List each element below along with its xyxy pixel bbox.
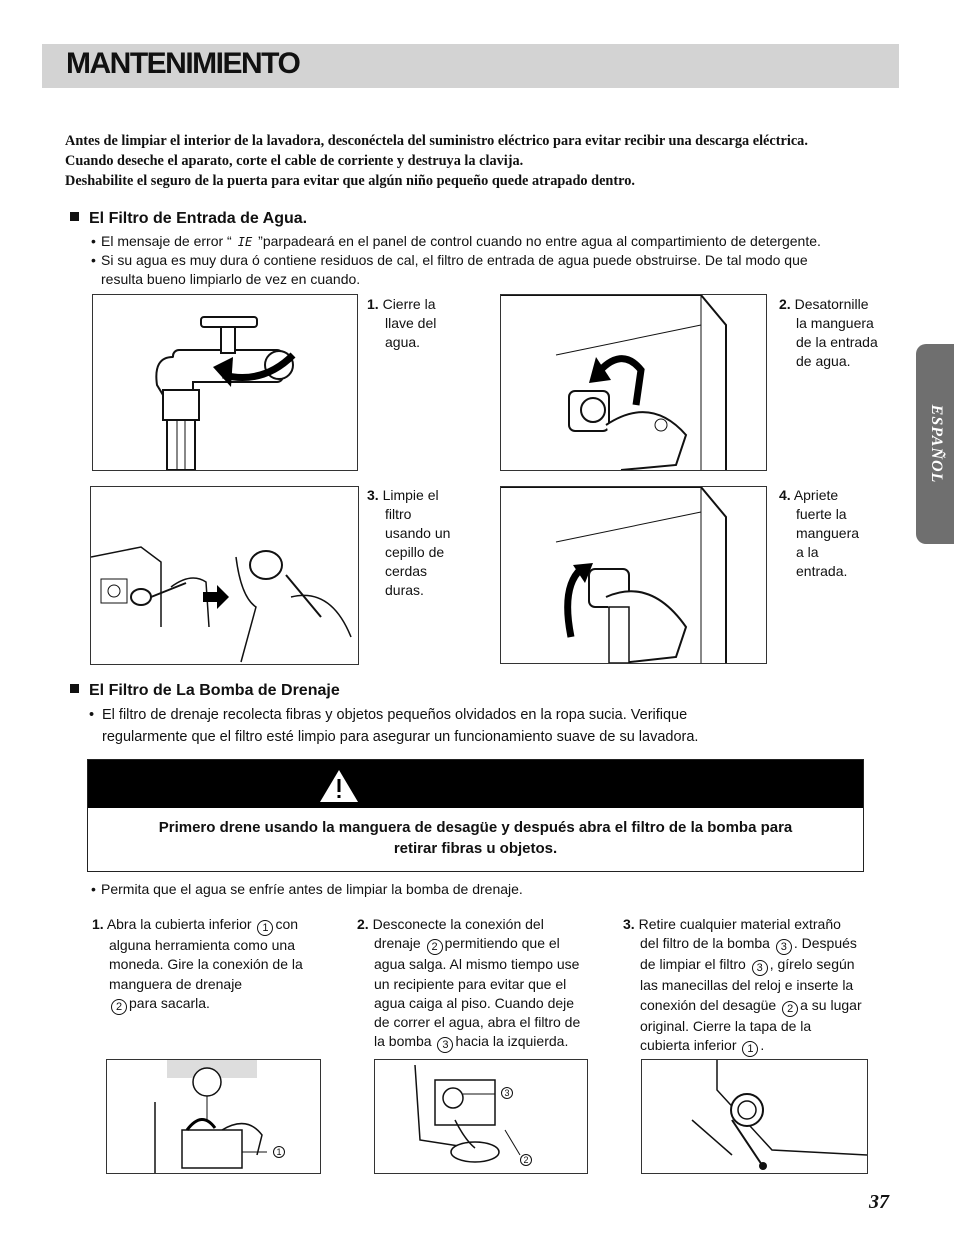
step-text: a su lugar: [800, 996, 862, 1013]
step-text: original. Cierre la tapa de la: [640, 1017, 812, 1034]
step-text: de limpiar el filtro: [640, 956, 746, 973]
heading-text: El Filtro de Entrada de Agua.: [89, 210, 308, 227]
step-text: un recipiente para evitar que el: [374, 975, 567, 992]
warning-header: [88, 760, 863, 808]
step-number: 1.: [92, 916, 104, 932]
step-text: usando un: [385, 525, 451, 541]
inlet-step-1: [367, 295, 436, 352]
unscrew-hose-illustration: [500, 294, 767, 471]
step-number: 1.: [367, 296, 379, 312]
callout-2-icon: 2: [782, 1001, 798, 1017]
warning-line: retirar fibras u objetos.: [393, 840, 558, 857]
step-text: filtro: [385, 506, 412, 522]
step-text: cepillo de: [385, 544, 445, 560]
step-text: Limpie el: [382, 487, 439, 503]
step-text: manguera de drenaje: [109, 975, 243, 992]
note-text: Permita que el agua se enfríe antes de limpiar la bomba de drenaje.: [101, 881, 523, 897]
heading-text: El Filtro de La Bomba de Drenaje: [89, 682, 340, 699]
step-text: Abra la cubierta inferior: [106, 916, 252, 932]
callout-1-icon: 1: [273, 1146, 285, 1158]
page-number: 37: [869, 1191, 889, 1213]
inlet-step-4: [779, 486, 859, 581]
callout-1-icon: 1: [257, 920, 273, 936]
step-text: de la entrada: [796, 334, 878, 350]
reinstall-filter-illustration: [641, 1059, 868, 1174]
intro-line: Antes de limpiar el interior de la lavadora, desconéctela del suministro eléctrico para evitar recibir una descarga eléctrica.: [65, 133, 808, 149]
square-bullet-icon: [70, 212, 79, 221]
page-title: MANTENIMIENTO: [66, 47, 300, 80]
step-number: 4.: [779, 487, 791, 503]
bullet-text: regularmente que el filtro esté limpio para asegurar un funcionamiento suave de su lavadora.: [102, 729, 699, 745]
step-text: alguna herramienta como una: [109, 937, 296, 953]
bullet-text: El filtro de drenaje recolecta fibras y objetos pequeños olvidados en la ropa sucia. Verifique: [102, 707, 688, 723]
callout-3-icon: 3: [752, 960, 768, 976]
step-text: entrada.: [796, 563, 848, 579]
faucet-illustration: [92, 294, 358, 471]
step-text: . Después: [793, 935, 857, 952]
step-text: moneda. Gire la conexión de la: [109, 956, 303, 973]
warning-text: [88, 817, 863, 859]
step-text: fuerte la: [796, 506, 847, 522]
step-text: manguera: [796, 525, 860, 541]
step-text: , gírelo según: [769, 956, 855, 973]
pump-step-1: [92, 915, 332, 1015]
step-text: de agua.: [796, 353, 851, 369]
bullet-text: ”parpadeará en el panel de control cuando no entre agua al compartimiento de detergente.: [258, 233, 821, 249]
intro-line: Deshabilite el seguro de la puerta para evitar que algún niño pequeño quede atrapado dentro.: [65, 173, 635, 189]
step-text: conexión del desagüe: [640, 996, 777, 1013]
inlet-bullet-1: • El mensaje de error “ IE ”parpadeará en el panel de control cuando no entre agua al compartimiento de detergente.: [91, 233, 821, 249]
warning-line: Primero drene usando la manguera de desagüe y después abra el filtro de la bomba para: [158, 819, 793, 836]
inlet-filter-heading: [70, 210, 307, 228]
step-text: duras.: [385, 582, 424, 598]
warning-triangle-icon: [318, 768, 360, 804]
step-number: 3.: [367, 487, 379, 503]
step-text: cerdas: [385, 563, 428, 579]
step-text: con: [275, 916, 299, 932]
step-text: Retire cualquier material extraño: [638, 916, 841, 932]
step-text: permitiendo que el: [444, 935, 560, 952]
warning-box: [87, 759, 864, 872]
step-text: las manecillas del reloj e inserte la: [640, 977, 854, 994]
step-text: agua.: [385, 334, 421, 350]
step-number: 2.: [779, 296, 791, 312]
safety-intro: [65, 131, 905, 191]
callout-3-icon: 3: [437, 1037, 453, 1053]
inlet-bullet-2: • Si su agua es muy dura ó contiene residuos de cal, el filtro de entrada de agua puede obstruirse. De tal modo que: [91, 252, 808, 268]
intro-line: Cuando deseche el aparato, corte el cable de corriente y destruya la clavija.: [65, 153, 524, 169]
inlet-bullet-2-cont: resulta bueno limpiarlo de vez en cuando.: [101, 271, 361, 287]
square-bullet-icon: [70, 684, 79, 693]
step-text: hacia la izquierda.: [455, 1033, 569, 1050]
pump-step-3: [623, 915, 883, 1057]
open-cover-illustration: [106, 1059, 321, 1174]
callout-2-icon: 2: [520, 1154, 532, 1166]
pump-filter-heading: [70, 682, 340, 700]
step-text: para sacarla.: [129, 994, 210, 1011]
bullet-text: Si su agua es muy dura ó contiene residuos de cal, el filtro de entrada de agua puede obstruirse. De tal modo que: [101, 252, 808, 268]
step-text: Cierre la: [382, 296, 436, 312]
step-text: del filtro de la bomba: [640, 935, 770, 952]
step-text: Apriete: [793, 487, 839, 503]
callout-3-icon: 3: [776, 939, 792, 955]
step-text: .: [760, 1036, 765, 1053]
step-text: la bomba: [374, 1033, 432, 1050]
step-text: Desconecte la conexión del: [372, 916, 544, 932]
step-text: la manguera: [796, 315, 874, 331]
step-text: de correr el agua, abra el filtro de: [374, 1014, 581, 1031]
cooling-note: • Permita que el agua se enfríe antes de limpiar la bomba de drenaje.: [91, 881, 523, 897]
step-text: cubierta inferior: [640, 1036, 737, 1053]
pump-bullet: • El filtro de drenaje recolecta fibras y objetos pequeños olvidados en la ropa sucia. Verifique regularmente que el filtro esté limpio para asegurar un funcionamiento suave de su lavadora.: [89, 704, 698, 748]
callout-2-icon: 2: [427, 939, 443, 955]
pump-step-2: [357, 915, 602, 1053]
inlet-step-2: [779, 295, 878, 371]
callout-2-icon: 2: [111, 999, 127, 1015]
step-text: llave del: [385, 315, 437, 331]
bullet-text: El mensaje de error “: [101, 233, 232, 249]
drain-hose-illustration: [374, 1059, 588, 1174]
step-text: Desatornille: [794, 296, 869, 312]
step-number: 3.: [623, 916, 635, 932]
tighten-hose-illustration: [500, 486, 767, 664]
step-text: drenaje: [374, 935, 421, 952]
language-tab-label: ESPAÑOL: [928, 404, 945, 484]
error-code: IE: [237, 235, 253, 249]
callout-3-icon: 3: [501, 1087, 513, 1099]
step-text: agua salga. Al mismo tiempo use: [374, 956, 580, 973]
step-text: a la: [796, 544, 819, 560]
step-number: 2.: [357, 916, 369, 932]
callout-1-icon: 1: [742, 1041, 758, 1057]
clean-filter-illustration: [90, 486, 359, 665]
inlet-step-3: [367, 486, 450, 600]
step-text: agua caiga al piso. Cuando deje: [374, 994, 575, 1011]
